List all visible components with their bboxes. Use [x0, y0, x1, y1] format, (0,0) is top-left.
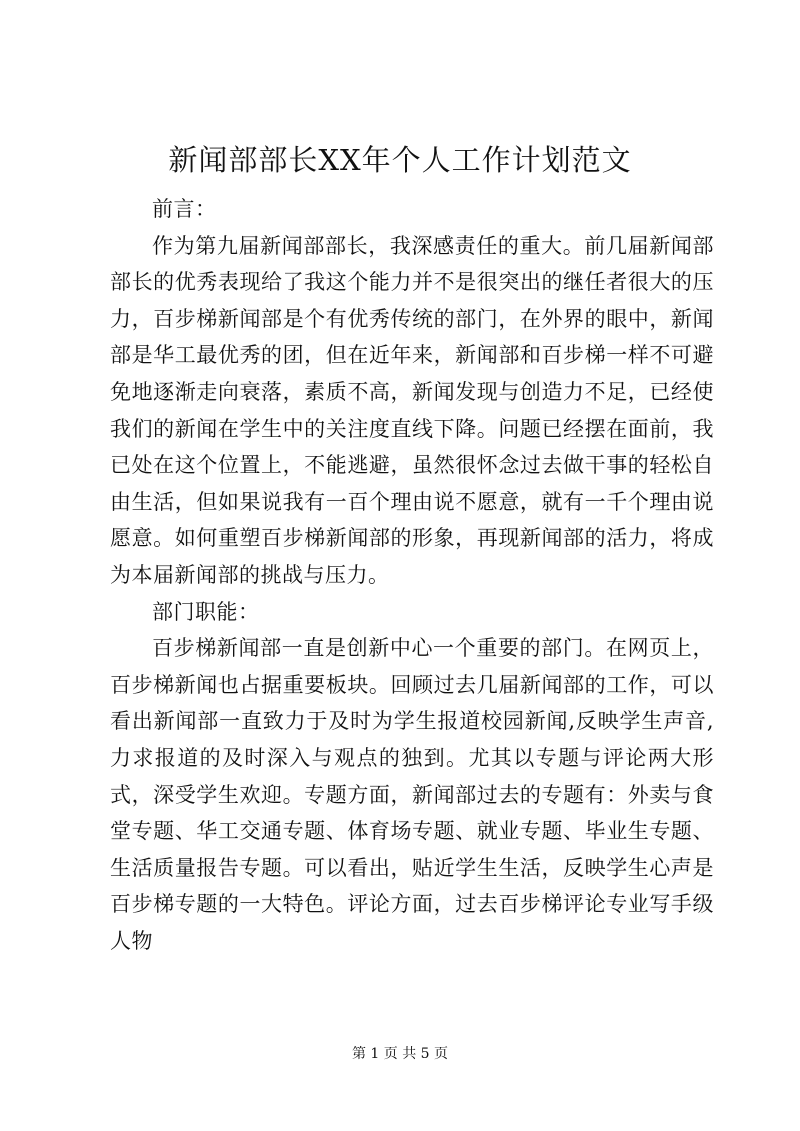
section-heading-functions: 部门职能：: [152, 599, 260, 624]
page-footer: 第 1 页 共 5 页: [351, 1046, 449, 1062]
section-heading-preface: 前言：: [152, 197, 217, 221]
paragraph-preface: 作为第九届新闻部部长，我深感责任的重大。前几届新闻部部长的优秀表现给了我这个能力并不是很突出的继任者很大的压力，百步梯新闻部是个有优秀传统的部门，在外界的眼中，新闻部是华工最优秀的团，但在近年来，新闻部和百步梯一样不可避免地逐渐走向衰落，素质不高，新闻发现与创造力不足，已经使我们的新闻在学生中的关注度直线下降。问题已经摆在面前，我已处在这个位置上，不能逃避，虽然很怀念过去做干事的轻松自由生活，但如果说我有一百个理由说不愿意，就有一千个理由说愿意。如何重塑百步梯新闻部的形象，再现新闻部的活力，将成为本届新闻部的挑战与压力。: [110, 233, 714, 587]
document-title: 新闻部部长XX年个人工作计划范文: [168, 143, 632, 177]
document-body: [110, 191, 714, 959]
paragraph-functions: 百步梯新闻部一直是创新中心一个重要的部门。在网页上，百步梯新闻也占据重要板块。回顾过去几届新闻部的工作，可以看出新闻部一直致力于及时为学生报道校园新闻,反映学生声音,力求报道的及时深入与观点的独到。尤其以专题与评论两大形式，深受学生欢迎。专题方面，新闻部过去的专题有：外卖与食堂专题、华工交通专题、体育场专题、就业专题、毕业生专题、生活质量报告专题。可以看出，贴近学生生活，反映学生心声是百步梯专题的一大特色。评论方面，过去百步梯评论专业写手级人物: [110, 636, 714, 953]
